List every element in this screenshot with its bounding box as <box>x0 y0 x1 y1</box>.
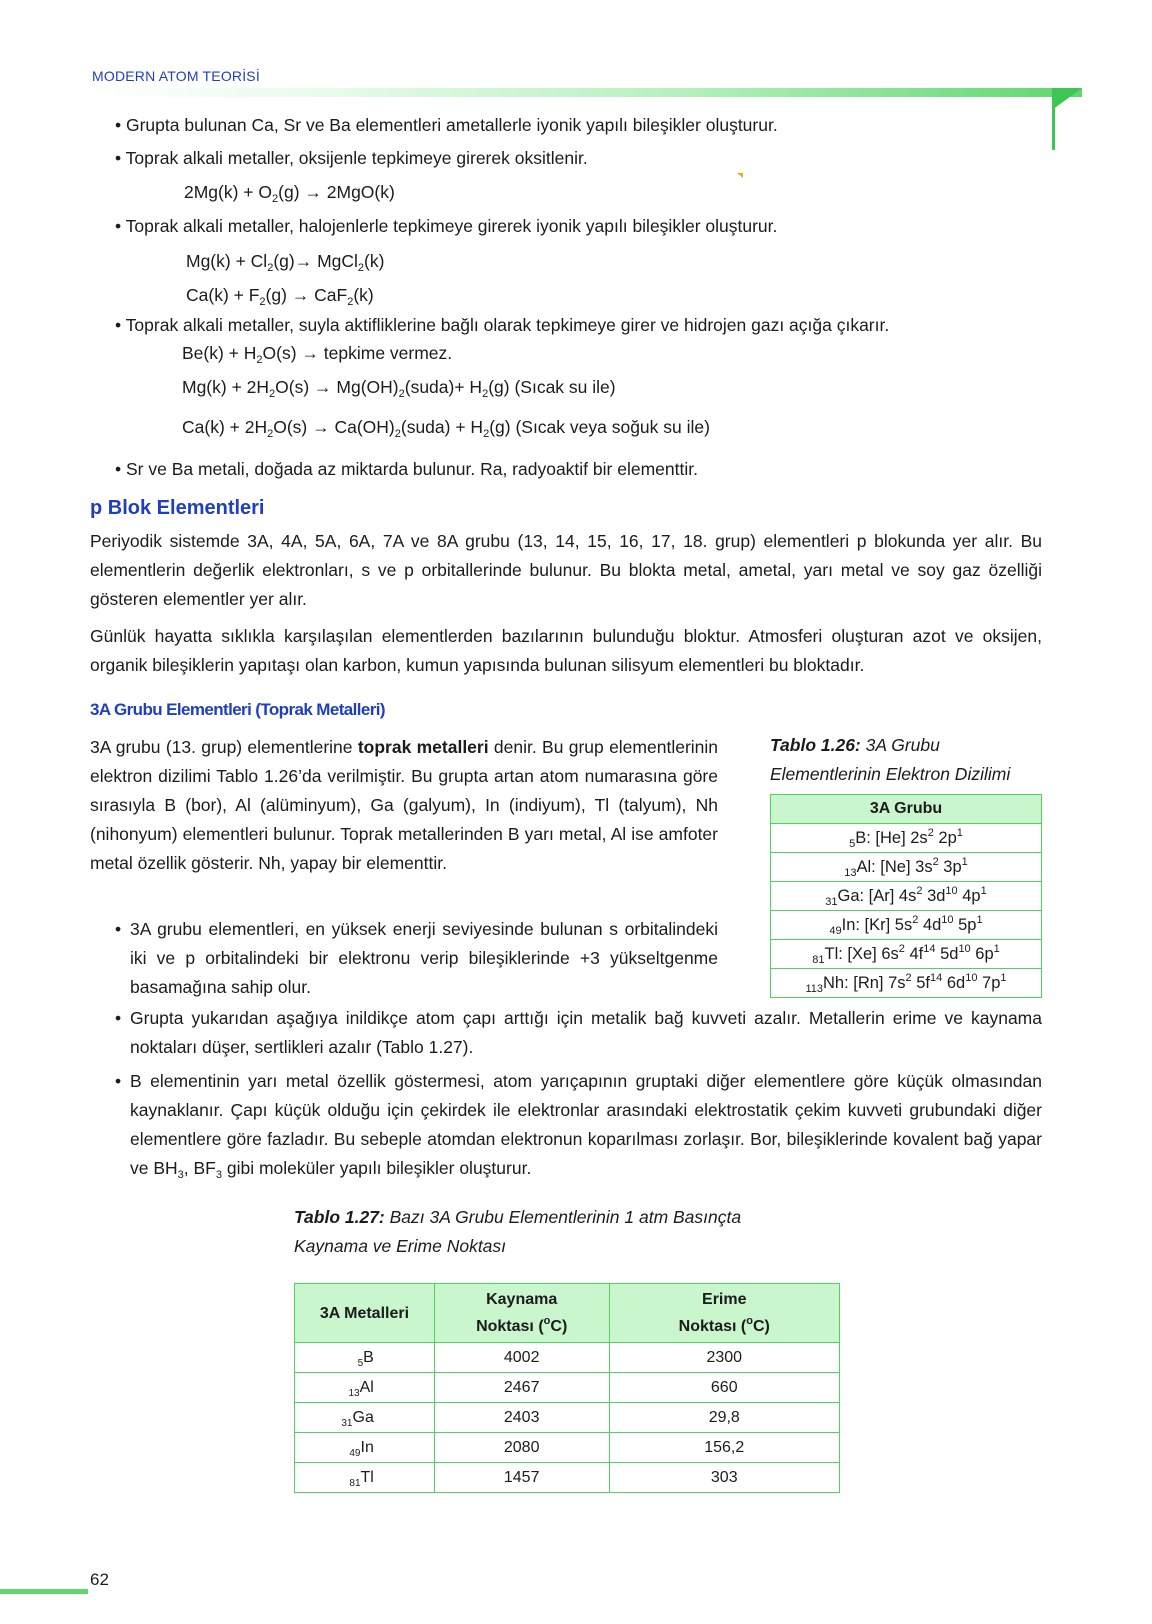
table-row <box>771 853 1042 882</box>
equation-ca-water: $Ca(k) + 2H_2O(s)$ → $Ca(OH)_2(suda) + H_2(g)$ (Sıcak veya soğuk su ile) <box>182 417 710 440</box>
table-row <box>771 824 1042 853</box>
table-row <box>295 1343 840 1373</box>
page-number: 62 <box>90 1570 109 1589</box>
3a-bullet-boron: • B elementinin yarı metal özellik göstermesi, atom yarıçapının gruptaki diğer elementlere göre küçük olmasından kaynaklanır. Çapı küçük olduğu için çekirdek ile elektronlar arasındaki elektrostatik çekim kuvveti grubundaki diğer elementlere göre fazladır. Bu sebeple atomdan elektronun koparılması zorlaşır. Bor, bileşiklerinde kovalent bağ yapar ve $BH_3$, $BF_3$ gibi moleküler yapılı bileşikler oluşturur. <box>115 1071 1042 1181</box>
element-cell: $_{81}$Tl <box>295 1463 435 1493</box>
electron-config-cell: $_{31}$Ga: [Ar] $4s^2$ $3d^{10}$ $4p^1$ <box>771 882 1042 911</box>
subsection-title-3a-group: 3A Grubu Elementleri (Toprak Metalleri) <box>90 700 385 719</box>
3a-intro-paragraph: 3A grubu (13. grup) elementlerine toprak metalleri denir. Bu grup elementlerinin elektron dizilimi Tablo 1.26’da verilmiştir. Bu grupta artan atom numarasına göre sırasıyla B (bor), Al (alüminyum), Ga (galyum), In (indiyum), Tl (talyum), Nh (nihonyum) elementleri bulunur. Toprak metallerinden B yarı metal, Al ise amfoter metal özellik gösterir. Nh, yapay bir elementtir. <box>90 737 719 873</box>
p-block-paragraph-1: Periyodik sistemde 3A, 4A, 5A, 6A, 7A ve 8A grubu (13, 14, 15, 16, 17, 18. grup) elementleri p blokunda yer alır. Bu elementlerin değerlik elektronları, s ve p orbitallerinde bulunur. Bu blokta metal, ametal, yarı metal ve soy gaz özelliği gösteren elementler yer alır. <box>90 531 1042 609</box>
element-cell: $_{13}$Al <box>295 1373 435 1403</box>
header-gradient-bar <box>92 88 1082 97</box>
3a-bullet-metallic-bond: • Grupta yukarıdan aşağıya inildikçe atom çapı arttığı için metalik bağ kuvveti azalır. Metallerin erime ve kaynama noktaları düşer, sertlikleri azalır (Tablo 1.27). <box>115 1008 1042 1057</box>
boiling-point-cell: 1457 <box>434 1463 609 1493</box>
melting-point-cell: 2300 <box>609 1343 839 1373</box>
equation-mg-oxygen: $2Mg(k) + O_2(g) \to 2MgO(k)$ <box>184 182 395 205</box>
equation-ca-fluorine: $Ca(k) + F_2(g) \to CaF_2(k)$ <box>186 285 374 308</box>
column-header-melting: Erime Noktası ($^o$C) <box>609 1284 839 1343</box>
column-header-metals: 3A Metalleri <box>295 1284 435 1343</box>
table-1-27-caption: Tablo 1.27: Bazı 3A Grubu Elementlerinin 1 atm Basınçta Kaynama ve Erime Noktası <box>294 1207 742 1256</box>
3a-bullet-oxidation-state: • 3A grubu elementleri, en yüksek enerji seviyesinde bulunan s orbitalindeki iki ve p orbitalindeki bir elektronu verip bileşiklerinde +3 yükseltgenme basamağına sahip olur. <box>115 919 718 997</box>
element-cell: $_{49}$In <box>295 1433 435 1463</box>
equation-mg-chlorine: $Mg(k) + Cl_2(g)\to$ MgCl$_2$(k) <box>186 251 385 274</box>
electron-config-cell: $_{13}$Al: [Ne] $3s^2$ $3p^1$ <box>771 853 1042 882</box>
table-row <box>295 1433 840 1463</box>
boiling-point-cell: 4002 <box>434 1343 609 1373</box>
table-row <box>295 1373 840 1403</box>
boiling-point-cell: 2403 <box>434 1403 609 1433</box>
electron-config-cell: $_{81}$Tl: [Xe] $6s^2$ $4f^{14}$ $5d^{10}$ $6p^1$ <box>771 940 1042 969</box>
melting-point-cell: 156,2 <box>609 1433 839 1463</box>
section-title-p-block: p Blok Elementleri <box>90 497 265 519</box>
boiling-point-cell: 2080 <box>434 1433 609 1463</box>
equation-mg-water: $Mg(k) + 2H_2O(s)$ → $Mg(OH)_2(suda)+ H_2(g)$ (Sıcak su ile) <box>182 377 616 400</box>
table-row <box>771 911 1042 940</box>
table-row <box>295 1463 840 1493</box>
electron-configuration-table <box>770 794 1042 998</box>
bullet-water-reaction: • Toprak alkali metaller, suyla aktifliklerine bağlı olarak tepkimeye girer ve hidrojen gazı açığa çıkarır. <box>115 315 890 335</box>
element-cell: $_{31}$Ga <box>295 1403 435 1433</box>
melting-point-cell: 660 <box>609 1373 839 1403</box>
melting-point-cell: 303 <box>609 1463 839 1493</box>
element-cell: $_5$B <box>295 1343 435 1373</box>
bullet-oxidation: • Toprak alkali metaller, oksijenle tepkimeye girerek oksitlenir. <box>115 148 588 168</box>
bullet-ionic-compounds: • Grupta bulunan Ca, Sr ve Ba elementleri ametallerle iyonik yapılı bileşikler oluşturur. <box>115 115 778 135</box>
column-header-boiling: Kaynama Noktası ($^o$C) <box>434 1284 609 1343</box>
bullet-radioactive: • Sr ve Ba metali, doğada az miktarda bulunur. Ra, radyoaktif bir elementtir. <box>115 459 698 479</box>
boiling-melting-table <box>294 1283 840 1493</box>
electron-config-cell: $_{49}$In: [Kr] $5s^2$ $4d^{10}$ $5p^1$ <box>771 911 1042 940</box>
melting-point-cell: 29,8 <box>609 1403 839 1433</box>
running-header: MODERN ATOM TEORİSİ <box>92 68 260 84</box>
orange-marker-icon <box>737 173 743 178</box>
table-1-26-caption: Tablo 1.26: 3A Grubu Elementlerinin Elektron Dizilimi <box>770 735 1011 784</box>
header-vertical-line <box>1052 88 1055 150</box>
table-row <box>771 882 1042 911</box>
p-block-paragraph-2: Günlük hayatta sıklıkla karşılaşılan elementlerden bazılarının bulunduğu bloktur. Atmosferi oluşturan azot ve oksijen, organik bileşiklerin yapıtaşı olan karbon, kumun yapısında bulunan silisyum elementleri bu bloktadır. <box>90 626 1042 675</box>
boiling-point-cell: 2467 <box>434 1373 609 1403</box>
electron-config-cell: $_5$B: [He] $2s^2$ $2p^1$ <box>771 824 1042 853</box>
table-row <box>771 969 1042 998</box>
footer-bar <box>0 1589 88 1594</box>
table-1-26-header: 3A Grubu <box>771 795 1042 824</box>
table-row <box>295 1403 840 1433</box>
table-row <box>771 940 1042 969</box>
electron-config-cell: $_{113}$Nh: [Rn] $7s^2$ $5f^{14}$ $6d^{10}$ $7p^1$ <box>771 969 1042 998</box>
equation-be-water: $Be(k) + H_2O(s)$ → tepkime vermez. <box>182 343 453 366</box>
bullet-halogens: • Toprak alkali metaller, halojenlerle tepkimeye girerek iyonik yapılı bileşikler oluşturur. <box>115 216 778 236</box>
